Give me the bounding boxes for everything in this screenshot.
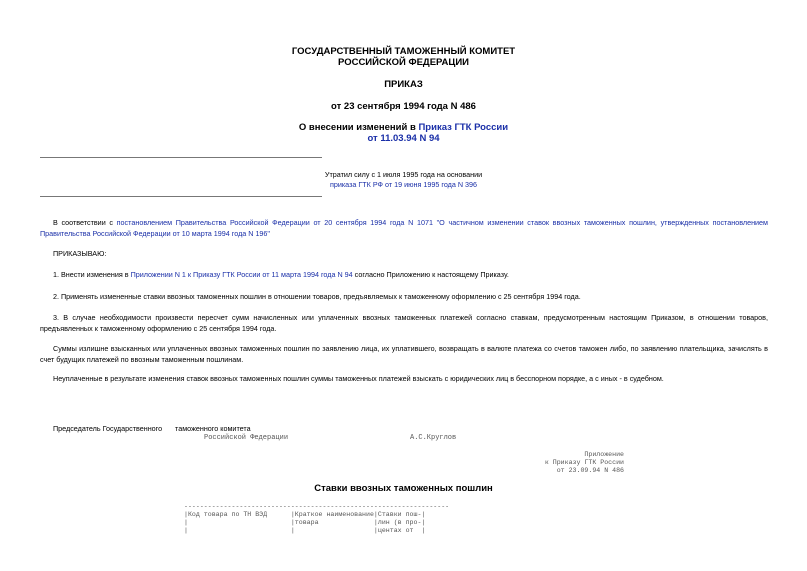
- tariff-table-header: [184, 503, 449, 535]
- signature-title-right: таможенного комитета: [175, 424, 251, 433]
- item-1: [40, 270, 768, 281]
- signature-name: А.С.Круглов: [410, 434, 457, 442]
- order-word: ПРИКАЗЫВАЮ:: [53, 249, 107, 258]
- document-date-number: от 23 сентября 1994 года N 486: [331, 101, 476, 112]
- item-1-appendix-link[interactable]: Приложении N 1 к Приказу ГТК России от 11 марта 1994 года N 94: [130, 270, 353, 279]
- subject-prefix: О внесении изменений в: [298, 122, 419, 133]
- org-title-line1: ГОСУДАРСТВЕННЫЙ ТАМОЖЕННЫЙ КОМИТЕТ: [291, 46, 516, 57]
- signature-org: Российской Федерации: [204, 434, 289, 442]
- status-repeal-link[interactable]: приказа ГТК РФ от 19 июня 1995 года N 396: [329, 180, 478, 189]
- appendix-label: Приложение: [584, 451, 624, 458]
- item-2: 2. Применять измененные ставки ввозных таможенных пошлин в отношении товаров, предъявляемых к таможенному оформлению с 25 сентября 1994 года.: [53, 292, 581, 301]
- preamble-paragraph: [40, 218, 768, 239]
- preamble-decree-link[interactable]: постановлением Правительства Российской Федерации от 20 сентября 1994 года N 1071 "О частичном изменении ставок ввозных таможенных пошлин, утвержденных постановлением Правительства Российской Федерации от 10 марта 1994 года N 196": [40, 218, 768, 238]
- table-line: -------------------------------------------------------------------: [184, 503, 450, 510]
- unpaid-paragraph: Неуплаченные в результате изменения ставок ввозных таможенных пошлин суммы таможенных платежей взыскать с юридических лиц в бесспорном порядке, а с иных - в судебном.: [53, 374, 664, 383]
- appendix-date: от 23.09.94 N 486: [556, 467, 624, 474]
- subject-link-order[interactable]: Приказ ГТК России: [418, 122, 509, 133]
- appendix-title: Ставки ввозных таможенных пошлин: [314, 483, 493, 494]
- item-1-suffix: согласно Приложению к настоящему Приказу.: [352, 270, 509, 279]
- subject-link-date[interactable]: от 11.03.94 N 94: [367, 133, 440, 144]
- table-line: | |товара |лин (в про-|: [184, 519, 426, 526]
- document-subject-line1: [0, 122, 807, 133]
- document-type: ПРИКАЗ: [384, 79, 423, 90]
- org-title-line2: РОССИЙСКОЙ ФЕДЕРАЦИИ: [337, 57, 469, 68]
- status-note: Утратил силу с 1 июля 1995 года на основании: [324, 170, 483, 179]
- signature-title-left: Председатель Государственного: [53, 424, 163, 433]
- separator-bottom: [40, 196, 322, 197]
- item-1-prefix: 1. Внести изменения в: [53, 270, 131, 279]
- appendix-ref: к Приказу ГТК России: [544, 459, 624, 466]
- preamble-prefix: В соответствии с: [53, 218, 117, 227]
- separator-top: [40, 157, 322, 158]
- table-line: |Код товара по ТН ВЭД |Краткое наименование|Ставки пош-|: [184, 511, 426, 518]
- item-3: 3. В случае необходимости произвести пересчет сумм начисленных или уплаченных ввозных таможенных платежей согласно ставкам, предусмотренным настоящим Приказом, в отношении товаров, предъявленных к таможенному оформлению с 25 сентября 1994 года.: [40, 313, 768, 333]
- table-line: | | |центах от |: [184, 527, 426, 534]
- refund-paragraph: Суммы излишне взысканных или уплаченных ввозных таможенных пошлин по заявлению лица, их уплатившего, возвращать в валюте платежа со счетов таможен либо, по заявлению плательщика, зачислять в счет будущих платежей по ввозным таможенным пошлинам.: [40, 344, 768, 364]
